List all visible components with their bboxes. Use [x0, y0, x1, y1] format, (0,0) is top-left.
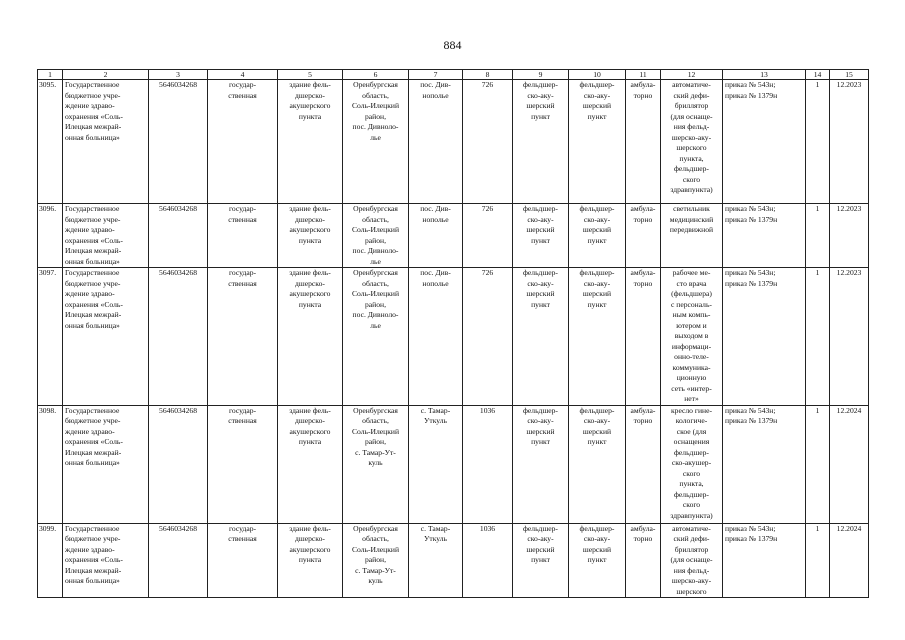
- organization-name-cell: Государственное бюджетное учре- ждение здраво- охранения «Соль- Илецкая межрай- онная больница»: [63, 204, 149, 268]
- facility-type-cell: фельдшер- ско-аку- шерский пункт: [513, 204, 569, 268]
- deadline-cell: 12.2024: [830, 523, 869, 598]
- column-number: 12: [661, 70, 723, 80]
- column-number: 5: [278, 70, 343, 80]
- column-number: 14: [806, 70, 830, 80]
- column-number: 6: [343, 70, 409, 80]
- building-type-cell: здание фель- дшерско- акушерского пункта: [278, 268, 343, 406]
- inn-cell: 5646034268: [149, 523, 208, 598]
- population-cell: 726: [463, 268, 513, 406]
- organization-name-cell: Государственное бюджетное учре- ждение здраво- охранения «Соль- Илецкая межрай- онная больница»: [63, 268, 149, 406]
- facility-type-cell: фельдшер- ско-аку- шерский пункт: [513, 268, 569, 406]
- deadline-cell: 12.2023: [830, 80, 869, 204]
- population-cell: 1036: [463, 523, 513, 598]
- building-type-cell: здание фель- дшерско- акушерского пункта: [278, 523, 343, 598]
- column-number: 15: [830, 70, 869, 80]
- inn-cell: 5646034268: [149, 268, 208, 406]
- inn-cell: 5646034268: [149, 405, 208, 523]
- row-number-cell: 3097.: [38, 268, 63, 406]
- address-cell: Оренбургская область, Соль-Илецкий район, пос. Дивноло- лье: [343, 80, 409, 204]
- population-cell: 1036: [463, 405, 513, 523]
- settlement-cell: с. Тамар- Уткуль: [409, 523, 463, 598]
- inn-cell: 5646034268: [149, 204, 208, 268]
- regulation-cell: приказ № 543н; приказ № 1379н: [723, 523, 806, 598]
- building-type-cell: здание фель- дшерско- акушерского пункта: [278, 204, 343, 268]
- equipment-name-cell: автоматиче- ский дефи- бриллятор (для оснаще- ния фельд- шерско-аку- шерского: [661, 523, 723, 598]
- facility-type-cell: фельдшер- ско-аку- шерский пункт: [513, 405, 569, 523]
- quantity-cell: 1: [806, 268, 830, 406]
- facility-subtype-cell: фельдшер- ско-аку- шерский пункт: [569, 204, 626, 268]
- row-number-cell: 3099.: [38, 523, 63, 598]
- column-number: 1: [38, 70, 63, 80]
- ownership-form-cell: государ- ственная: [208, 523, 278, 598]
- quantity-cell: 1: [806, 405, 830, 523]
- settlement-cell: пос. Див- нополье: [409, 268, 463, 406]
- organization-name-cell: Государственное бюджетное учре- ждение здраво- охранения «Соль- Илецкая межрай- онная больница»: [63, 405, 149, 523]
- column-number: 7: [409, 70, 463, 80]
- building-type-cell: здание фель- дшерско- акушерского пункта: [278, 405, 343, 523]
- population-cell: 726: [463, 80, 513, 204]
- ownership-form-cell: государ- ственная: [208, 80, 278, 204]
- row-number-cell: 3096.: [38, 204, 63, 268]
- table-row: [38, 405, 869, 523]
- building-type-cell: здание фель- дшерско- акушерского пункта: [278, 80, 343, 204]
- settlement-cell: с. Тамар- Уткуль: [409, 405, 463, 523]
- address-cell: Оренбургская область, Соль-Илецкий район, пос. Дивноло- лье: [343, 268, 409, 406]
- population-cell: 726: [463, 204, 513, 268]
- address-cell: Оренбургская область, Соль-Илецкий район, пос. Дивноло- лье: [343, 204, 409, 268]
- table-row: [38, 204, 869, 268]
- column-number: 11: [626, 70, 661, 80]
- column-number: 8: [463, 70, 513, 80]
- facility-type-cell: фельдшер- ско-аку- шерский пункт: [513, 523, 569, 598]
- settlement-cell: пос. Див- нополье: [409, 80, 463, 204]
- equipment-name-cell: кресло гине- кологиче- ское (для оснащения фельдшер- ско-акушер- ского пункта, фельдшер- ского здравпункта): [661, 405, 723, 523]
- regulation-cell: приказ № 543н; приказ № 1379н: [723, 204, 806, 268]
- care-conditions-cell: амбула- торно: [626, 405, 661, 523]
- table-row: [38, 80, 869, 204]
- column-number: 4: [208, 70, 278, 80]
- address-cell: Оренбургская область, Соль-Илецкий район, с. Тамар-Ут- куль: [343, 405, 409, 523]
- organization-name-cell: Государственное бюджетное учре- ждение здраво- охранения «Соль- Илецкая межрай- онная больница»: [63, 80, 149, 204]
- settlement-cell: пос. Див- нополье: [409, 204, 463, 268]
- care-conditions-cell: амбула- торно: [626, 80, 661, 204]
- column-number: 2: [63, 70, 149, 80]
- address-cell: Оренбургская область, Соль-Илецкий район, с. Тамар-Ут- куль: [343, 523, 409, 598]
- row-number-cell: 3095.: [38, 80, 63, 204]
- ownership-form-cell: государ- ственная: [208, 268, 278, 406]
- deadline-cell: 12.2023: [830, 268, 869, 406]
- quantity-cell: 1: [806, 80, 830, 204]
- regulation-cell: приказ № 543н; приказ № 1379н: [723, 80, 806, 204]
- organization-name-cell: Государственное бюджетное учре- ждение здраво- охранения «Соль- Илецкая межрай- онная больница»: [63, 523, 149, 598]
- facility-subtype-cell: фельдшер- ско-аку- шерский пункт: [569, 268, 626, 406]
- quantity-cell: 1: [806, 204, 830, 268]
- facility-subtype-cell: фельдшер- ско-аку- шерский пункт: [569, 523, 626, 598]
- care-conditions-cell: амбула- торно: [626, 268, 661, 406]
- ownership-form-cell: государ- ственная: [208, 405, 278, 523]
- column-number: 10: [569, 70, 626, 80]
- column-number: 13: [723, 70, 806, 80]
- page-number: 884: [443, 38, 462, 52]
- deadline-cell: 12.2024: [830, 405, 869, 523]
- equipment-name-cell: светильник медицинский передвижной: [661, 204, 723, 268]
- facility-subtype-cell: фельдшер- ско-аку- шерский пункт: [569, 80, 626, 204]
- equipment-name-cell: рабочее ме- сто врача (фельдшера) с персональ- ным компь- ютером и выходом в информаци- онно-теле- коммуника- ционную сеть «интер- нет»: [661, 268, 723, 406]
- column-number: 3: [149, 70, 208, 80]
- facility-subtype-cell: фельдшер- ско-аку- шерский пункт: [569, 405, 626, 523]
- quantity-cell: 1: [806, 523, 830, 598]
- equipment-name-cell: автоматиче- ский дефи- бриллятор (для оснаще- ния фельд- шерско-аку- шерского пункта, фельдшер- ского здравпункта): [661, 80, 723, 204]
- table-row: [38, 268, 869, 406]
- facility-type-cell: фельдшер- ско-аку- шерский пункт: [513, 80, 569, 204]
- register-table: [37, 69, 869, 598]
- inn-cell: 5646034268: [149, 80, 208, 204]
- deadline-cell: 12.2023: [830, 204, 869, 268]
- column-number: 9: [513, 70, 569, 80]
- regulation-cell: приказ № 543н; приказ № 1379н: [723, 405, 806, 523]
- row-number-cell: 3098.: [38, 405, 63, 523]
- care-conditions-cell: амбула- торно: [626, 523, 661, 598]
- table-row: [38, 523, 869, 598]
- regulation-cell: приказ № 543н; приказ № 1379н: [723, 268, 806, 406]
- care-conditions-cell: амбула- торно: [626, 204, 661, 268]
- column-number-row: [38, 70, 869, 80]
- ownership-form-cell: государ- ственная: [208, 204, 278, 268]
